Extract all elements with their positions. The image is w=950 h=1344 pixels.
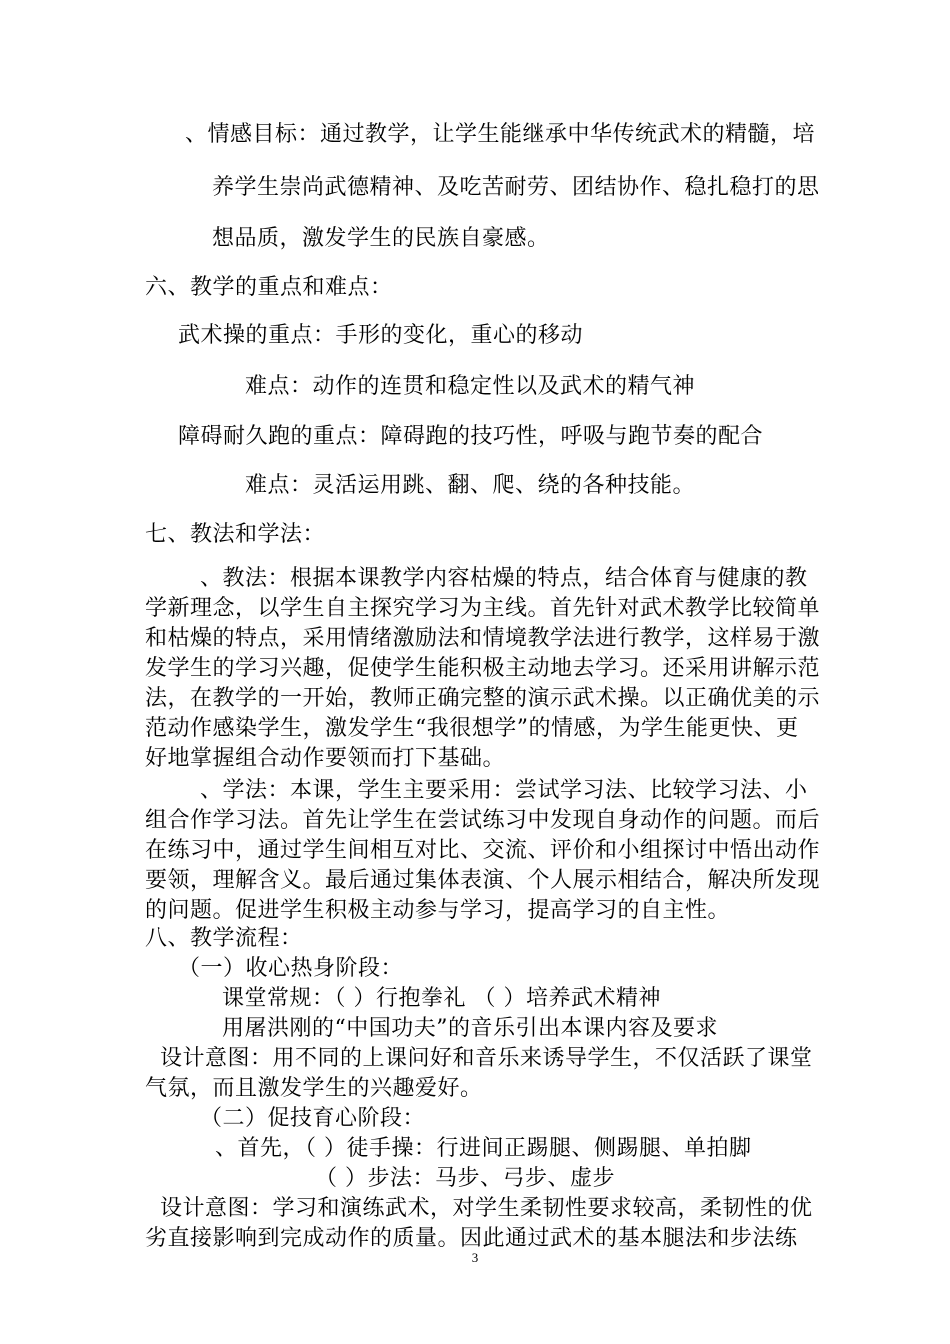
- wushu-key-point: 武术操的重点：手形的变化，重心的移动: [178, 323, 584, 348]
- stage-2-intent-line-1: 设计意图：学习和演练武术，对学生柔韧性要求较高，柔韧性的优: [160, 1196, 813, 1221]
- section-8-heading: 八、教学流程：: [145, 926, 303, 951]
- emotion-goal-line-3: 想品质，激发学生的民族自豪感。: [212, 226, 550, 251]
- learning-method-line: 在练习中，通过学生间相互对比、交流、评价和小组探讨中悟出动作: [145, 838, 821, 863]
- page-number: 3: [471, 1250, 479, 1265]
- teaching-method-line: 、教法：根据本课教学内容枯燥的特点，结合体育与健康的教: [200, 566, 808, 591]
- stage-1-intent-line-1: 设计意图：用不同的上课问好和音乐来诱导学生，不仅活跃了课堂: [160, 1046, 813, 1071]
- teaching-method-line: 学新理念，以学生自主探究学习为主线。首先针对武术教学比较简单: [145, 596, 821, 621]
- teaching-method-line: 法，在教学的一开始，教师正确完整的演示武术操。以正确优美的示: [145, 686, 821, 711]
- hurdle-key-point: 障碍耐久跑的重点：障碍跑的技巧性，呼吸与跑节奏的配合: [178, 424, 764, 449]
- section-7-heading: 七、教法和学法：: [145, 522, 326, 547]
- section-6-heading: 六、教学的重点和难点：: [145, 275, 393, 300]
- teaching-method-line: 和枯燥的特点，采用情绪激励法和情境教学法进行教学，这样易于激: [145, 626, 821, 651]
- stage-2-title: （二）促技育心阶段：: [200, 1106, 426, 1131]
- teaching-method-line: 发学生的学习兴趣，促使学生能积极主动地去学习。还采用讲解示范: [145, 656, 821, 681]
- stage-2-footwork: （ ）步法：马步、弓步、虚步: [315, 1166, 615, 1191]
- stage-1-title: （一）收心热身阶段：: [178, 956, 404, 981]
- teaching-method-line: 好地掌握组合动作要领而打下基础。: [145, 746, 506, 771]
- learning-method-line: 、学法：本课，学生主要采用：尝试学习法、比较学习法、小: [200, 778, 808, 803]
- music-intro: 用屠洪刚的“中国功夫”的音乐引出本课内容及要求: [222, 1016, 718, 1041]
- learning-method-line: 的问题。促进学生积极主动参与学习，提高学习的自主性。: [145, 898, 731, 923]
- learning-method-line: 要领，理解含义。最后通过集体表演、个人展示相结合，解决所发现: [145, 868, 821, 893]
- class-routine: 课堂常规：（ ）行抱拳礼 （ ）培养武术精神: [222, 986, 661, 1011]
- emotion-goal-line-2: 养学生崇尚武德精神、及吃苦耐劳、团结协作、稳扎稳打的思: [212, 175, 820, 200]
- stage-1-intent-line-2: 气氛，而且激发学生的兴趣爱好。: [145, 1076, 483, 1101]
- hurdle-difficulty: 难点：灵活运用跳、翻、爬、绕的各种技能。: [245, 473, 696, 498]
- emotion-goal-line-1: 、情感目标：通过教学，让学生能继承中华传统武术的精髓，培: [185, 122, 816, 147]
- stage-2-intent-line-2: 劣直接影响到完成动作的质量。因此通过武术的基本腿法和步法练: [145, 1226, 798, 1251]
- wushu-difficulty: 难点：动作的连贯和稳定性以及武术的精气神: [245, 374, 696, 399]
- learning-method-line: 组合作学习法。首先让学生在尝试练习中发现自身动作的问题。而后: [145, 808, 821, 833]
- teaching-method-line: 范动作感染学生，激发学生“我很想学”的情感，为学生能更快、更: [145, 716, 799, 741]
- stage-2-first-step: 、首先，（ ）徒手操：行进间正踢腿、侧踢腿、单拍脚: [215, 1136, 752, 1161]
